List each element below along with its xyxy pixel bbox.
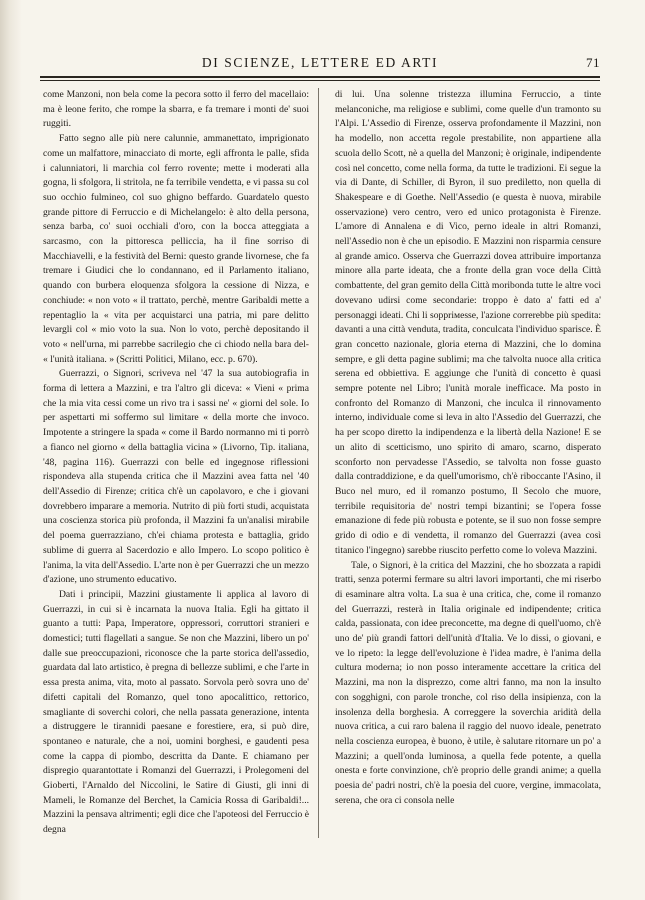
header-rule-thin: [40, 80, 600, 81]
page-number: 71: [586, 55, 600, 70]
paragraph: Fatto segno alle più nere calunnie, ammanettato, imprigionato come un malfattore, minacciato di morte, egli affronta le palle, sfida i calunniatori, li marchia col ferro rovente; mette i moderati alla gogna, li sfolgora, li stritola, ne fa terribile vendetta, e vi passa su col suo occhio fulmineo, col suo ghigno beffardo. Guardatelo questo grande pittore di Ferruccio e di Michelangelo: è alto della persona, senza barba, co' suoi occhiali d'oro, con la bocca atteggiata a sarcasmo, con la pittoresca pelliccia, ha il fine sorriso di Macchiavelli, e la festività del Berni: questo grande livornese, che fa tremare i Giudici che lo condannano, ed il Parlamento italiano, quando con burbera eloquenza sfolgora la cessione di Nizza, e conchiude: « non voto « il trattato, perchè, mentre Garibaldi mette a repentaglio la « vita per acquistarci una patria, mi pare delitto levargli col « mio voto la sua. Non lo voto, perchè depositando il voto « nell'urna, mi parrebbe sacrilegio che ci chiodo nella bara del- « l'unità italiana. » (Scritti Politici, Milano, ecc. p. 670).: [43, 133, 309, 365]
page-gutter-shadow: [0, 0, 22, 900]
running-title: DI SCIENZE, LETTERE ED ARTI: [201, 55, 439, 70]
paragraph: di lui. Una solenne tristezza illumina Ferruccio, a tinte melanconiche, ma religiose e sublimi, come quelle d'un tramonto su l'Alpi. L'Assedio di Firenze, osserva profondamente il Mazzini, non ha modello, non accetta regole prestabilite, non appartiene alla scuola dello Scott, nè a quella del Manzoni; è originale, indipendente così nel concetto, come nella forma, da tutte le tradizioni. Ei segue la via di Dante, di Schiller, di Byron, il suo prediletto, non quella di Shakespeare e di Goethe. Nell'Assedio (e questa è nuova, mirabile osservazione) vero centro, vero ed unico protagonista è Firenze. L'amore di Annalena e di Vico, perno ideale in altri Romanzi, nell'Assedio non è che un episodio. E Mazzini non risparmia censure al grande amico. Osserva che Guerrazzi dovea attribuire importanza minore alla parte ideata, che a fronte della gran voce della Città combattente, del gran gemito della Città moribonda tutte le altre voci dovevano udirsi come secondarie: troppo è dato a' fatti ed a' personaggi ideati. Chi li soppriмesse, l'azione correrebbe più spedita: davanti a una città venduta, tradita, conculcata l'individuo sparisce. È gran concetto nazionale, gloria eterna di Mazzini, che lo domina sempre, e gli detta pagine sublimi; ma che talvolta nuoce alla critica serena ed obbiettiva. E aggiunge che l'unità di concetto è quasi sempre potente nel Libro; l'unità morale inefficace. Ma posto in confronto del Romanzo di Manzoni, che inculca il rinnovamento interno, individuale come si leva in alto l'Assedio del Guerrazzi, che ha per scopo diretto la indipendenza e la libertà della Nazione! E se un alito di scetticismo, uno spirito di amaro, scarno, disperato sconforto non pervadesse l'Assedio, se talvolta non fosse guasto dalla contraddizione, e da quell'umorismo, ch'è riboccante l'Asino, il Buco nel muro, ed il romanzo postumo, Il Secolo che muore, terribile requisitoria de' nostri tempi bizantini; se l'opera fosse emanazione di fede più robusta e potente, se il suo non fosse sempre grido di odio e di vendetta, il romanzo del Guerrazzi (avea così titanico l'ingegno) sarebbe riuscito perfetto come lo voleva Mazzini.: [335, 89, 601, 556]
column-divider: [318, 88, 319, 838]
paragraph: Dati i principii, Mazzini giustamente li applica al lavoro di Guerrazzi, in cui si è incarnata la nuova Italia. Egli ha gittato il guanto a tutti: Papa, Imperatore, oppressori, corruttori stranieri e domestici; tutti flagellati a sangue. Se non che Mazzini, libero un po' dalle sue preoccupazioni, riconosce che la parte storica dell'assedio, guardata dal lato artistico, è pregna di bellezze sublimi, e che l'arte in essa presta anima, vita, moto al passato. Sorvola però sovra uno de' difetti capitali del Romanzo, quel tono apocalittico, rettorico, smagliante di soverchi colori, che nella passata generazione, intenta a distruggere le tirannidi paesane e forestiere, era, si può dire, spontaneo e naturale, che a noi, uomini borghesi, e gaudenti pesa come la cappa di piombo, descritta da Dante. E chiamano per dispregio quarantottate i Romanzi del Guerrazzi, i Prolegomeni del Gioberti, l'Arnaldo del Niccolini, le Satire di Giusti, gli inni di Mameli, le Romanze del Berchet, la Camicia Rossa di Garibaldi!... Mazzini la pensava altrimenti; egli dice che l'apoteosi del Ferruccio è degna: [43, 588, 309, 836]
page-header: [40, 55, 600, 75]
left-column: [43, 88, 309, 838]
paragraph: Tale, o Signori, è la critica del Mazzini, che ho sbozzata a rapidi tratti, senza potermi fermare su altri lavori importanti, che mi riserbo di esaminare altra volta. La sua è una critica, che, come il romanzo del Guerrazzi, resterà in Italia originale ed indipendente; critica calda, passionata, con idee preconcette, ma degne di quell'uomo, ch'è uno de' più grandi fattori dell'unità d'Italia. Ve lo dissi, o giovani, e ve lo ripeto: la legge dell'evoluzione è l'idea madre, è l'anima della cultura moderna; io non posso interamente accettare la critica del Mazzini, ma non la disprezzo, come altri fanno, ma non la insulto con sogghigni, con parole tronche, col riso della insipienza, con la insolenza della borghesia. A correggere la soverchia aridità della nuova critica, a cui raro balena il raggio del nuovo ideale, penetrato nella coscienza europea, è buono, è utile, è salutare ritornare un po' a Mazzini; a quell'onda luminosa, a quella fede potente, a quella onesta e forte convinzione, ch'è proprio delle grandi anime; a quella poesia de' padri nostri, ch'è la poesia del cuore, vergine, immacolata, serena, che ora ci consola nelle: [335, 559, 601, 806]
paragraph: come Manzoni, non bela come la pecora sotto il ferro del macellaio: ma è leone ferito, che rompe la sbarra, e fa tremare i monti de' suoi ruggiti.: [43, 89, 309, 130]
paragraph: Guerrazzi, o Signori, scriveva nel '47 la sua autobiografia in forma di lettera a Mazzini, e tra l'altro gli diceva: « Vieni « prima che la mia vita cessi come un rivo tra i sassi ne' « giorni del sole. Io per aspettarti mi soffermo sul limitare « della morte che invoco. Impotente a stringere la spada « come il Bardo normanno mi ti porrò a fianco nel giorno « della battaglia vicina » (Livorno, Tip. italiana, '48, pagina 116). Guerrazzi con belle ed ingegnose riflessioni rispondeva alla stupenda critica che il Mazzini avea fatta nel '40 dell'Assedio di Firenze; critica ch'è un capolavoro, e che i giovani dovrebbero imparare a memoria. Nutrito di più forti studi, acquistata una coscienza storica più profonda, il Mazzini fa un'analisi mirabile del poema guerrazziano, ch'ei chiama protesta e battaglia, grido sublime di guerra al Sacerdozio e allo Impero. Lo scopo politico è l'anima, la vita dell'Assedio. L'arte non è per Guerrazzi che un mezzo d'azione, uno strumento educativo.: [43, 368, 309, 586]
right-column: [335, 88, 601, 808]
header-rule-thick: [40, 76, 600, 78]
